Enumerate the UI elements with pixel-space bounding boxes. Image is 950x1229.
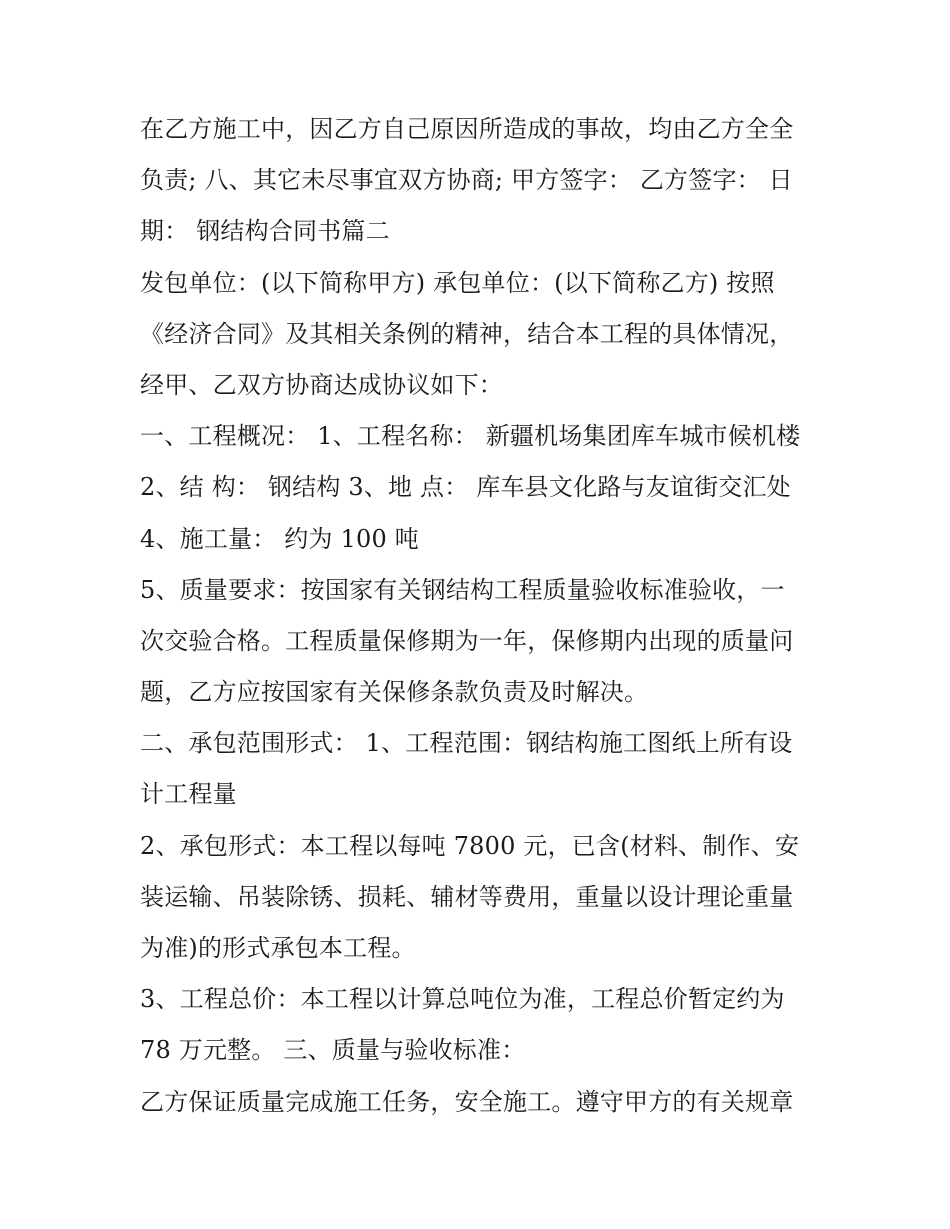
text-line: 发包单位：(以下简称甲方) 承包单位：(以下简称乙方) 按照 xyxy=(140,268,775,297)
document-body xyxy=(140,104,830,1128)
text-line: 4、施工量： 约为 100 吨 xyxy=(140,524,419,553)
text-line: 期： 钢结构合同书篇二 xyxy=(140,217,390,246)
text-line: 乙方保证质量完成施工任务，安全施工。遵守甲方的有关规章 xyxy=(140,1087,794,1116)
text-line: 5、质量要求：按国家有关钢结构工程质量验收标准验收，一 xyxy=(140,575,785,604)
text-line: 装运输、吊装除锈、损耗、辅材等费用，重量以设计理论重量 xyxy=(140,882,794,911)
text-line: 为准)的形式承包本工程。 xyxy=(140,934,416,962)
text-line: 次交验合格。工程质量保修期为一年，保修期内出现的质量问 xyxy=(140,626,794,655)
text-line: 在乙方施工中，因乙方自己原因所造成的事故，均由乙方全全 xyxy=(140,115,794,143)
text-line: 经甲、乙双方协商达成协议如下： xyxy=(140,370,503,399)
text-line: 计工程量 xyxy=(140,780,237,809)
text-line: 负责; 八、其它未尽事宜双方协商; 甲方签字： 乙方签字： 日 xyxy=(140,166,793,195)
text-line: 题，乙方应按国家有关保修条款负责及时解决。 xyxy=(140,678,649,707)
text-line: 2、承包形式：本工程以每吨 7800 元，已含(材料、制作、安 xyxy=(140,831,800,860)
text-line: 二、承包范围形式： 1、工程范围：钢结构施工图纸上所有设 xyxy=(140,729,793,758)
text-line: 一、工程概况： 1、工程名称： 新疆机场集团库车城市候机楼 xyxy=(140,422,801,451)
text-line: 78 万元整。 三、质量与验收标准： xyxy=(140,1036,526,1065)
text-line: 《经济合同》及其相关条例的精神，结合本工程的具体情况， xyxy=(140,319,794,348)
text-line: 2、结 构： 钢结构 3、地 点： 库车县文化路与友谊街交汇处 xyxy=(140,473,791,502)
text-line: 3、工程总价：本工程以计算总吨位为准，工程总价暂定约为 xyxy=(140,985,785,1014)
